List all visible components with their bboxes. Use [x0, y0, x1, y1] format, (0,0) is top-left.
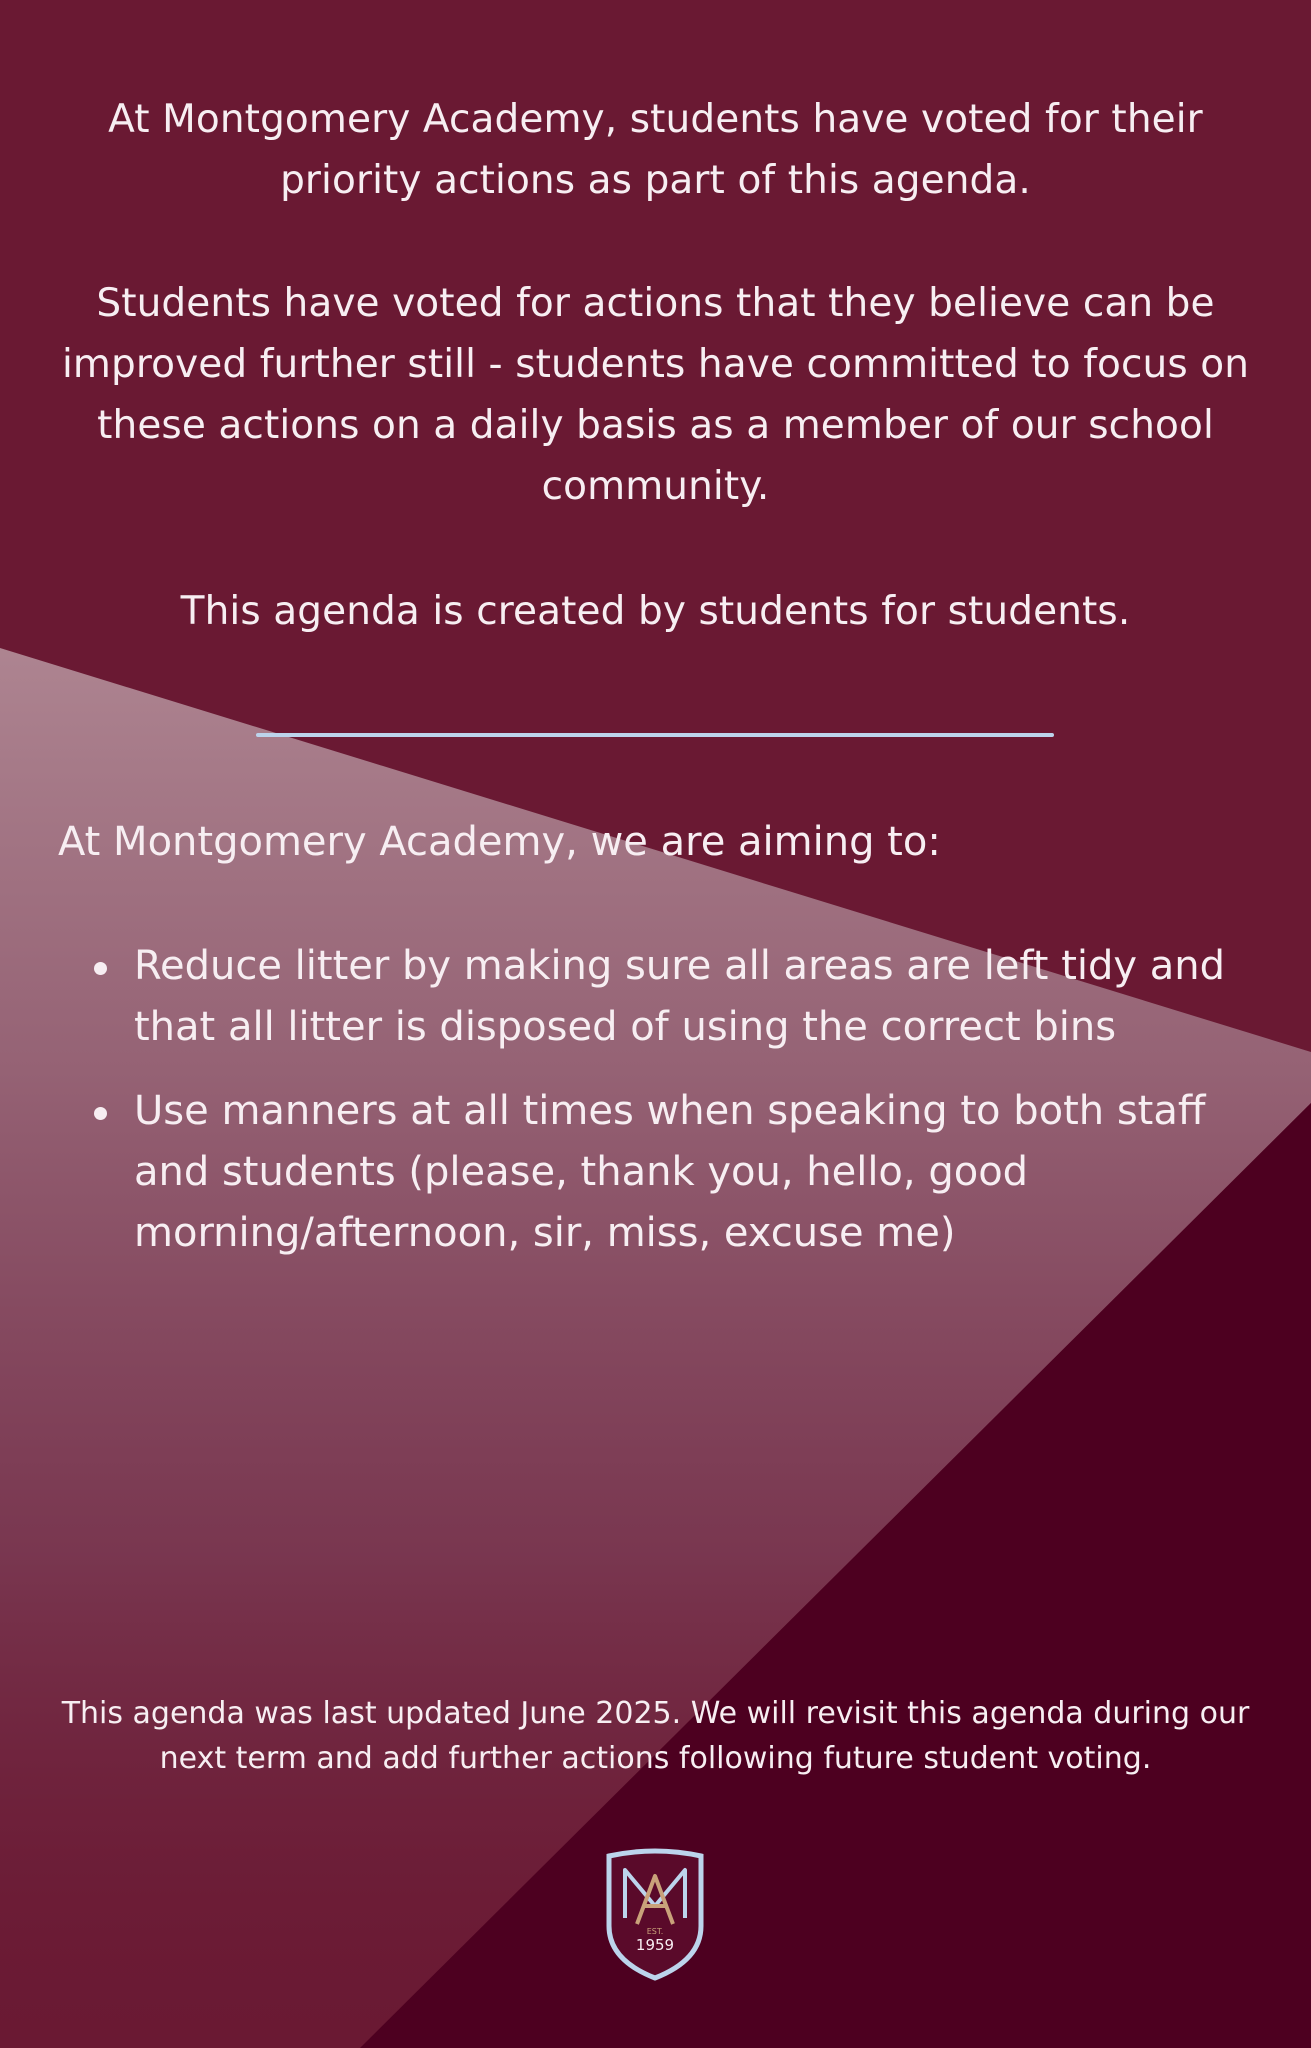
intro-text-2: Students have voted for actions that they believe can be improved further still - students have committed to focus on these actions on a daily basis as a member of our school community.: [61, 281, 1250, 509]
footer-note: This agenda was last updated June 2025. We will revisit this agenda during our next term and add further actions following future student voting.: [61, 1696, 1250, 1776]
bullet-icon: [94, 1107, 107, 1120]
academy-crest-logo: [603, 1848, 707, 1982]
intro-paragraph-3: [60, 581, 1251, 642]
intro-text-3: This agenda is created by students for students.: [180, 589, 1131, 634]
crest-est-label: EST.: [646, 1927, 664, 1936]
crest-year: 1959: [635, 1936, 675, 1954]
aims-item-text: Use manners at all times when speaking to both staff and students (please, thank you, hello, good morning/afternoon, sir, miss, excuse me): [134, 1088, 1206, 1256]
aims-heading: At Montgomery Academy, we are aiming to:: [58, 819, 941, 865]
aims-list-item: [90, 936, 1250, 1058]
intro-text-1: At Montgomery Academy, students have voted for their priority actions as part of this agenda.: [108, 97, 1203, 203]
intro-paragraph-1: [60, 89, 1251, 211]
bullet-icon: [94, 962, 107, 975]
intro-paragraph-2: [60, 273, 1251, 517]
section-divider: [256, 733, 1054, 737]
aims-item-text: Reduce litter by making sure all areas are left tidy and that all litter is disposed of using the correct bins: [134, 943, 1226, 1050]
aims-list: [90, 936, 1250, 1287]
aims-list-item: [90, 1081, 1250, 1264]
